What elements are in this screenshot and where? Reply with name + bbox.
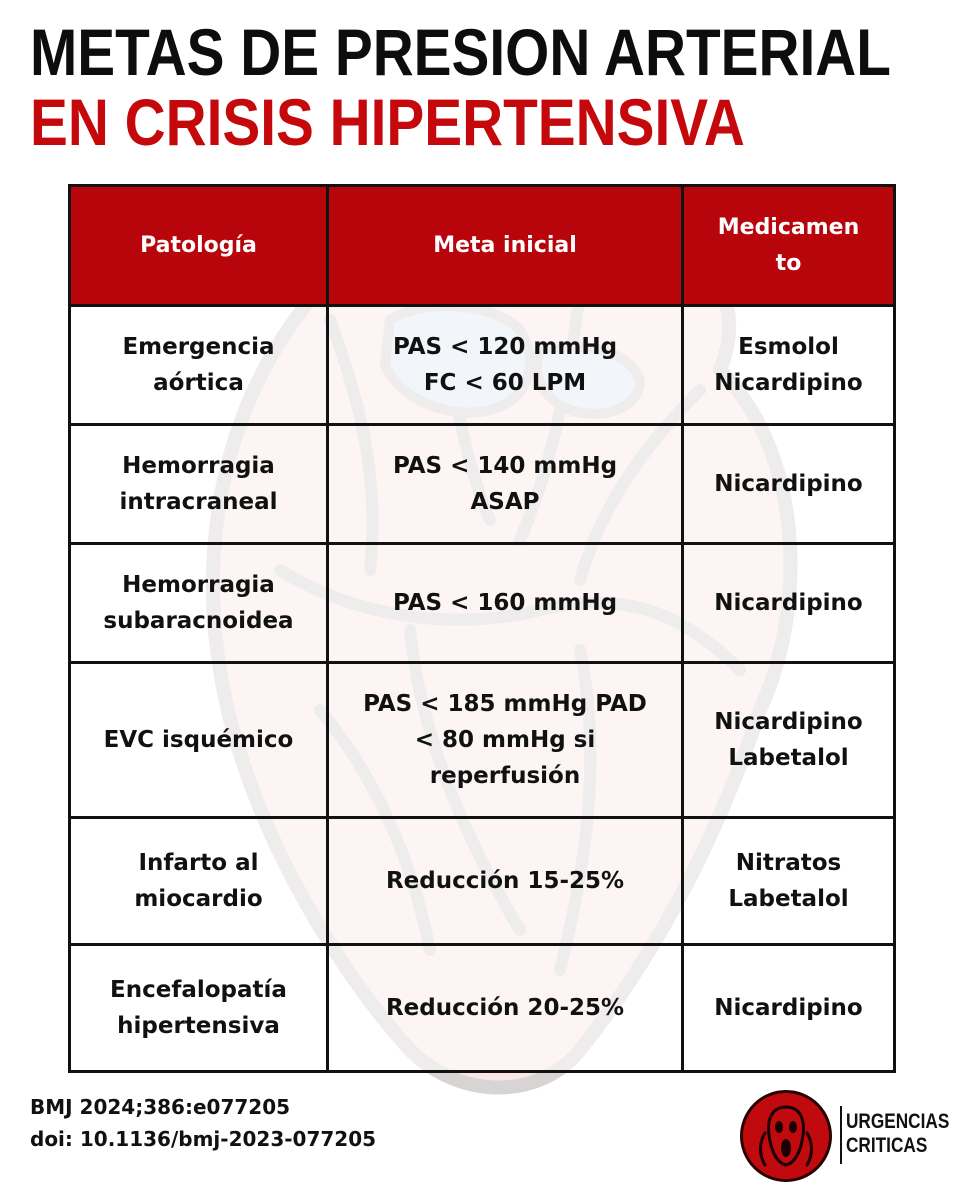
cell-patologia: Encefalopatía hipertensiva: [70, 945, 328, 1072]
table-row: [70, 663, 895, 818]
table-header-row: [70, 186, 895, 306]
title-line-2: EN CRISIS HIPERTENSIVA: [30, 85, 745, 159]
cell-meta: PAS < 120 mmHg FC < 60 LPM: [328, 306, 683, 425]
cell-patologia: Hemorragia subaracnoidea: [70, 544, 328, 663]
reference-doi: doi: 10.1136/bmj-2023-077205: [30, 1127, 377, 1151]
cell-patologia: Hemorragia intracraneal: [70, 425, 328, 544]
header-medicamento: Medicamen to: [683, 186, 895, 306]
table-row: [70, 544, 895, 663]
logo-divider: [840, 1106, 842, 1164]
cell-meta: PAS < 185 mmHg PAD < 80 mmHg si reperfusión: [328, 663, 683, 818]
cell-patologia: Emergencia aórtica: [70, 306, 328, 425]
cell-medicamento: Nicardipino Labetalol: [683, 663, 895, 818]
cell-meta: PAS < 140 mmHg ASAP: [328, 425, 683, 544]
header-meta-inicial: Meta inicial: [328, 186, 683, 306]
cell-medicamento: Nicardipino: [683, 425, 895, 544]
cell-medicamento: Esmolol Nicardipino: [683, 306, 895, 425]
scream-face-icon: [740, 1090, 832, 1182]
reference-citation: BMJ 2024;386:e077205: [30, 1095, 291, 1119]
table-row: [70, 818, 895, 945]
table-row: [70, 306, 895, 425]
cell-patologia: Infarto al miocardio: [70, 818, 328, 945]
bp-goals-table: [68, 184, 896, 1073]
cell-patologia: EVC isquémico: [70, 663, 328, 818]
cell-medicamento: Nicardipino: [683, 945, 895, 1072]
brand-name-line-2: CRITICAS: [846, 1134, 928, 1157]
title-line-1: METAS DE PRESION ARTERIAL: [30, 15, 891, 89]
brand-name-line-1: URGENCIAS: [846, 1110, 950, 1133]
table-row: [70, 945, 895, 1072]
table-row: [70, 425, 895, 544]
cell-medicamento: Nicardipino: [683, 544, 895, 663]
brand-logo: [740, 1090, 950, 1185]
cell-meta: PAS < 160 mmHg: [328, 544, 683, 663]
cell-medicamento: Nitratos Labetalol: [683, 818, 895, 945]
cell-meta: Reducción 20-25%: [328, 945, 683, 1072]
header-patologia: Patología: [70, 186, 328, 306]
cell-meta: Reducción 15-25%: [328, 818, 683, 945]
